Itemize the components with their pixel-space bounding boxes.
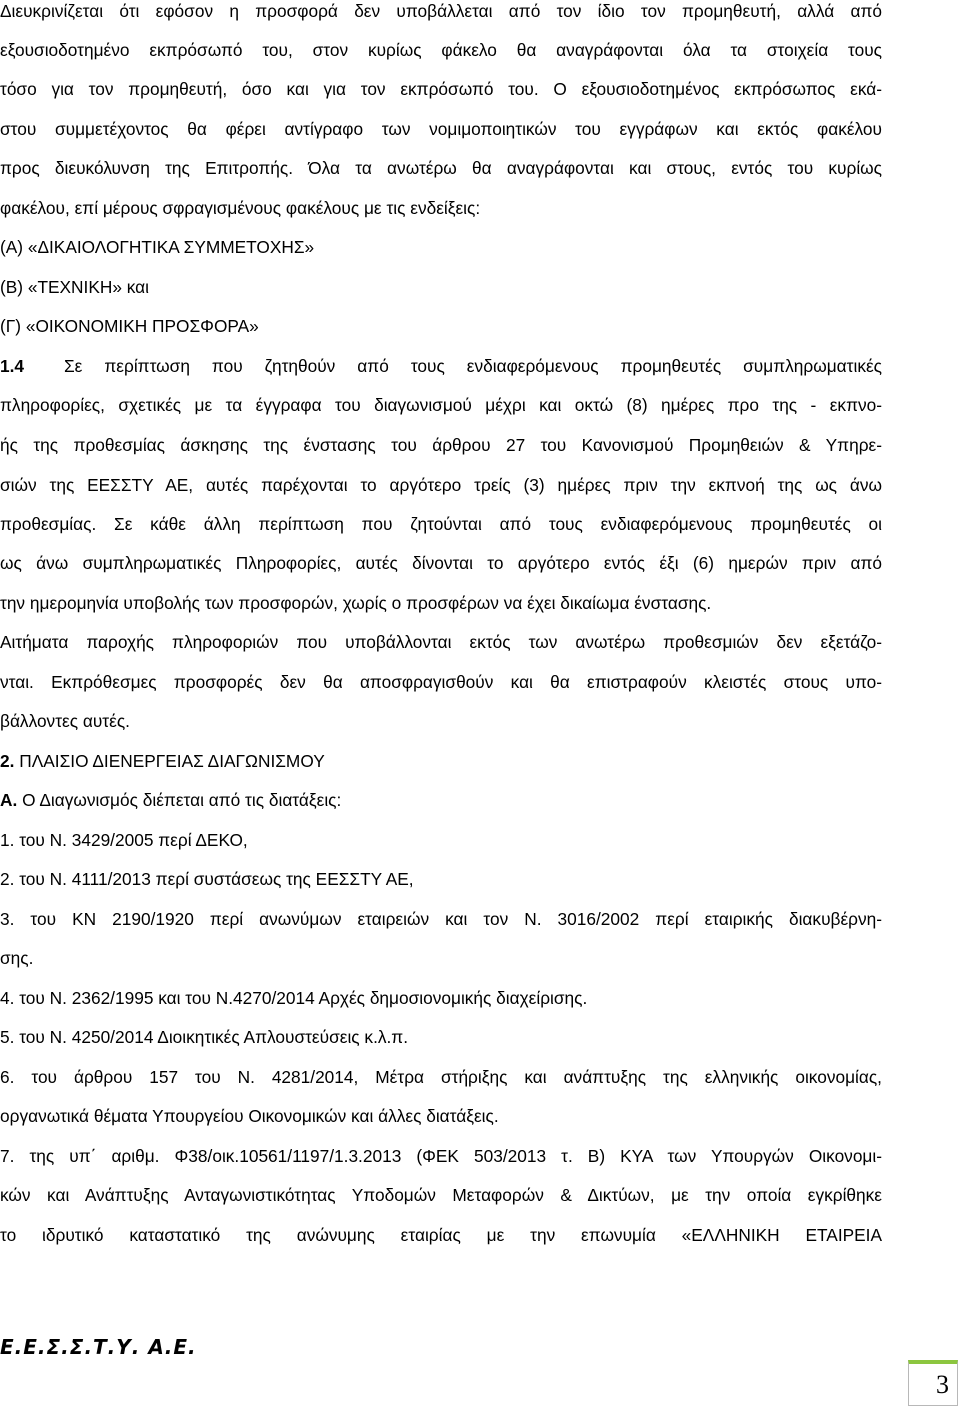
text-line: βάλλοντες αυτές. [0, 711, 130, 731]
section-number: 1.4 [0, 356, 25, 376]
envelope-label-b: (Β) «ΤΕΧΝΙΚΗ» και [0, 277, 150, 297]
text-line: εξουσιοδοτημένο εκπρόσωπό του, στον κυρίως φάκελο θα αναγράφονται όλα τα στοιχεία τους [0, 40, 882, 60]
text-line: οργανωτικά θέματα Υπουργείου Οικονομικών και άλλες διατάξεις. [0, 1106, 499, 1126]
list-item: 5. του Ν. 4250/2014 Διοικητικές Απλουστεύσεις κ.λ.π. [0, 1027, 409, 1047]
list-item: 2. του Ν. 4111/2013 περί συστάσεως της ΕΕΣΣΤΥ ΑΕ, [0, 869, 414, 889]
text-line: σιών της ΕΕΣΣΤΥ ΑΕ, αυτές παρέχονται το αργότερο τρείς (3) ημέρες πριν την εκπνοή της ως άνω [0, 475, 882, 495]
text-line: Διευκρινίζεται ότι εφόσον η προσφορά δεν υποβάλλεται από τον ίδιο τον προμηθευτή, αλλά από [0, 1, 882, 21]
subsection-a-heading [0, 787, 882, 813]
text-line: ως άνω συμπληρωματικές Πληροφορίες, αυτές δίνονται το αργότερο εντός έξι (6) ημερών πριν από [0, 553, 882, 573]
text-line: στου συμμετέχοντος θα φέρει αντίγραφο των νομιμοποιητικών του εγγράφων και εκτός φακέλου [0, 119, 882, 139]
text-line: νται. Εκπρόθεσμες προσφορές δεν θα αποσφραγισθούν και θα επιστραφούν κλειστές στους υπο- [0, 672, 882, 692]
envelope-label-c: (Γ) «ΟΙΚΟΝΟΜΙΚΗ ΠΡΟΣΦΟΡΑ» [0, 316, 259, 336]
text-line: σης. [0, 948, 34, 968]
subsection-letter: Α. [0, 790, 18, 810]
text-line: τόσο για τον προμηθευτή, όσο και για τον εκπρόσωπό του. Ο εξουσιοδοτημένος εκπρόσωπος εκά- [0, 79, 882, 99]
text-line: προθεσμίας. Σε κάθε άλλη περίπτωση που ζητούνται από τους ενδιαφερόμενους προμηθευτές οι [0, 514, 882, 534]
list-item: 6. του άρθρου 157 του Ν. 4281/2014, Μέτρα στήριξης και ανάπτυξης της ελληνικής οικονομίας, [0, 1067, 882, 1087]
text-line: Αιτήματα παροχής πληροφοριών που υποβάλλονται εκτός των ανωτέρω προθεσμιών δεν εξετάζο- [0, 632, 882, 652]
footer-organization: Ε.Ε.Σ.Σ.Τ.Υ. Α.Ε. [0, 1335, 197, 1359]
list-item: 3. του ΚΝ 2190/1920 περί ανωνύμων εταιρειών και τον Ν. 3016/2002 περί εταιρικής διακυβέρνη- [0, 909, 882, 929]
subsection-text: Ο Διαγωνισμός διέπεται από τις διατάξεις: [22, 790, 342, 810]
section-2-heading [0, 748, 882, 774]
envelope-label-a: (Α) «ΔΙΚΑΙΟΛΟΓΗΤΙΚΑ ΣΥΜΜΕΤΟΧΗΣ» [0, 237, 315, 257]
list-item: 7. της υπ΄ αριθμ. Φ38/οικ.10561/1197/1.3.2013 (ΦΕΚ 503/2013 τ. Β) ΚΥΑ των Υπουργών Οικονομι- [0, 1146, 882, 1166]
list-item: 4. του Ν. 2362/1995 και του Ν.4270/2014 Αρχές δημοσιονομικής διαχείρισης. [0, 988, 588, 1008]
page-number: 3 [936, 1370, 949, 1399]
text-line: φακέλου, επί μέρους σφραγισμένους φακέλους με τις ενδείξεις: [0, 198, 481, 218]
text-line: Σε περίπτωση που ζητηθούν από τους ενδιαφερόμενους προμηθευτές συμπληρωματικές [64, 356, 882, 376]
text-line: πληροφορίες, σχετικές με τα έγγραφα του διαγωνισμού μέχρι και οκτώ (8) ημέρες προ της - εκπνο- [0, 395, 882, 415]
list-item: 1. του Ν. 3429/2005 περί ΔΕΚΟ, [0, 830, 248, 850]
section-1-4-line [0, 353, 882, 379]
text-line: ής της προθεσμίας άσκησης της ένστασης του άρθρου 27 του Κανονισμού Προμηθειών & Υπηρε- [0, 435, 882, 455]
text-line: την ημερομηνία υποβολής των προσφορών, χωρίς ο προσφέρων να έχει δικαίωμα ένστασης. [0, 593, 712, 613]
text-line: το ιδρυτικό καταστατικό της ανώνυμης εταιρίας με την επωνυμία «ΕΛΛΗΝΙΚΗ ΕΤΑΙΡΕΙΑ [0, 1225, 882, 1245]
section-title: ΠΛΑΙΣΙΟ ΔΙΕΝΕΡΓΕΙΑΣ ΔΙΑΓΩΝΙΣΜΟΥ [19, 751, 325, 771]
text-line: κών και Ανάπτυξης Ανταγωνιστικότητας Υποδομών Μεταφορών & Δικτύων, με την οποία εγκρίθηκε [0, 1185, 882, 1205]
text-line: προς διευκόλυνση της Επιτροπής. Όλα τα ανωτέρω θα αναγράφονται και στους, εντός του κυρίως [0, 158, 882, 178]
page-number-box [908, 1360, 958, 1406]
section-number: 2. [0, 751, 15, 771]
